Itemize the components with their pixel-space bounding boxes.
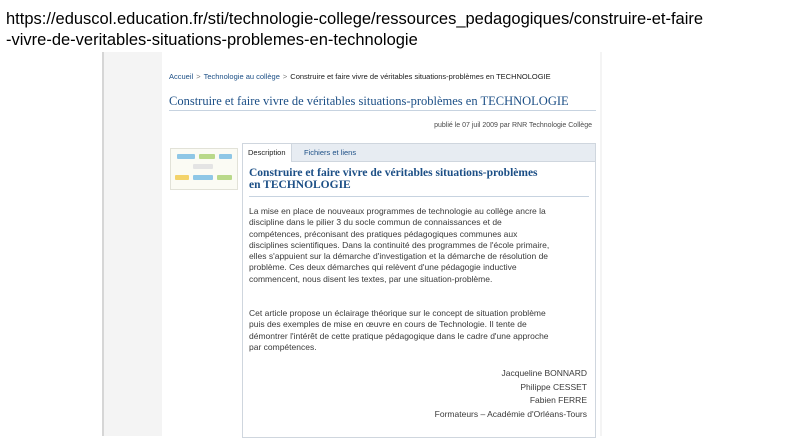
- page-title: Construire et faire vivre de véritables situations-problèmes en TECHNOLOGIE: [169, 94, 569, 108]
- article-paragraph-1: [249, 206, 590, 285]
- article-title-divider: [249, 196, 589, 197]
- breadcrumb-home-link[interactable]: Accueil: [169, 72, 194, 81]
- breadcrumb-separator: >: [282, 72, 288, 81]
- author-name: Jacqueline BONNARD: [501, 368, 587, 378]
- tab-bar: [243, 144, 595, 162]
- url-caption-line-2: -vivre-de-veritables-situations-problemes-en-technologie: [6, 31, 418, 49]
- url-caption-line-1: https://eduscol.education.fr/sti/technologie-college/ressources_pedagogiques/construire-et-faire: [6, 10, 704, 28]
- article-title: [249, 167, 589, 191]
- paragraph-line: commencent, nous disent les textes, par une situation-problème.: [249, 273, 493, 284]
- paragraph-line: puis des exemples de mise en œuvre en cours de Technologie. Il tente de: [249, 319, 527, 330]
- webpage-screenshot: [102, 52, 602, 436]
- paragraph-line: disciplines scientifiques. Dans la continuité des programmes de l'école primaire,: [249, 239, 550, 250]
- publication-byline: publié le 07 juil 2009 par RNR Technologie Collège: [434, 122, 592, 129]
- url-caption: [6, 9, 791, 51]
- page-content: [162, 52, 600, 436]
- paragraph-line: elles s'appuient sur la démarche d'investigation et la démarche de résolution de: [249, 251, 549, 262]
- article-title-line: en TECHNOLOGIE: [249, 179, 351, 191]
- breadcrumb-separator: >: [196, 72, 201, 81]
- tab-files-and-links[interactable]: Fichiers et liens: [304, 148, 357, 157]
- title-divider: [169, 110, 596, 111]
- article-title-line: Construire et faire vivre de véritables situations-problèmes: [249, 167, 538, 179]
- thumbnail-shape: [219, 154, 232, 159]
- paragraph-line: démontrer l'intérêt de cette pratique pédagogique dans le cadre d'une approche: [249, 330, 549, 341]
- thumbnail-shape: [175, 175, 189, 180]
- author-name: Fabien FERRE: [529, 395, 587, 405]
- breadcrumb-current: Construire et faire vivre de véritables situations-problèmes en TECHNOLOGIE: [290, 72, 551, 81]
- paragraph-line: problème. Ces deux démarches qui relèvent d'une pédagogie inductive: [249, 262, 517, 273]
- paragraph-line: La mise en place de nouveaux programmes de technologie au collège ancre la: [249, 206, 546, 216]
- author-name: Philippe CESSET: [520, 381, 587, 392]
- tab-description[interactable]: Description: [243, 144, 292, 162]
- author-signatures: [435, 367, 587, 421]
- article-paragraph-2: [249, 308, 590, 353]
- diagram-thumbnail[interactable]: [170, 148, 238, 190]
- thumbnail-shape: [193, 175, 213, 180]
- thumbnail-shape: [193, 164, 213, 169]
- breadcrumb-section-link[interactable]: Technologie au collège: [203, 72, 280, 81]
- paragraph-line: par compétences.: [249, 341, 317, 352]
- paragraph-line: compétences, préconisant des pratiques pédagogiques communes aux: [249, 228, 518, 239]
- paragraph-line: Cet article propose un éclairage théorique sur le concept de situation problème: [249, 308, 546, 318]
- thumbnail-shape: [199, 154, 215, 159]
- breadcrumb: [169, 72, 551, 81]
- thumbnail-shape: [217, 175, 232, 180]
- author-affiliation: Formateurs – Académie d'Orléans-Tours: [434, 408, 587, 419]
- thumbnail-shape: [177, 154, 195, 159]
- article-panel: [242, 143, 596, 438]
- paragraph-line: discipline dans le pilier 3 du socle commun de connaissances et de: [249, 217, 502, 228]
